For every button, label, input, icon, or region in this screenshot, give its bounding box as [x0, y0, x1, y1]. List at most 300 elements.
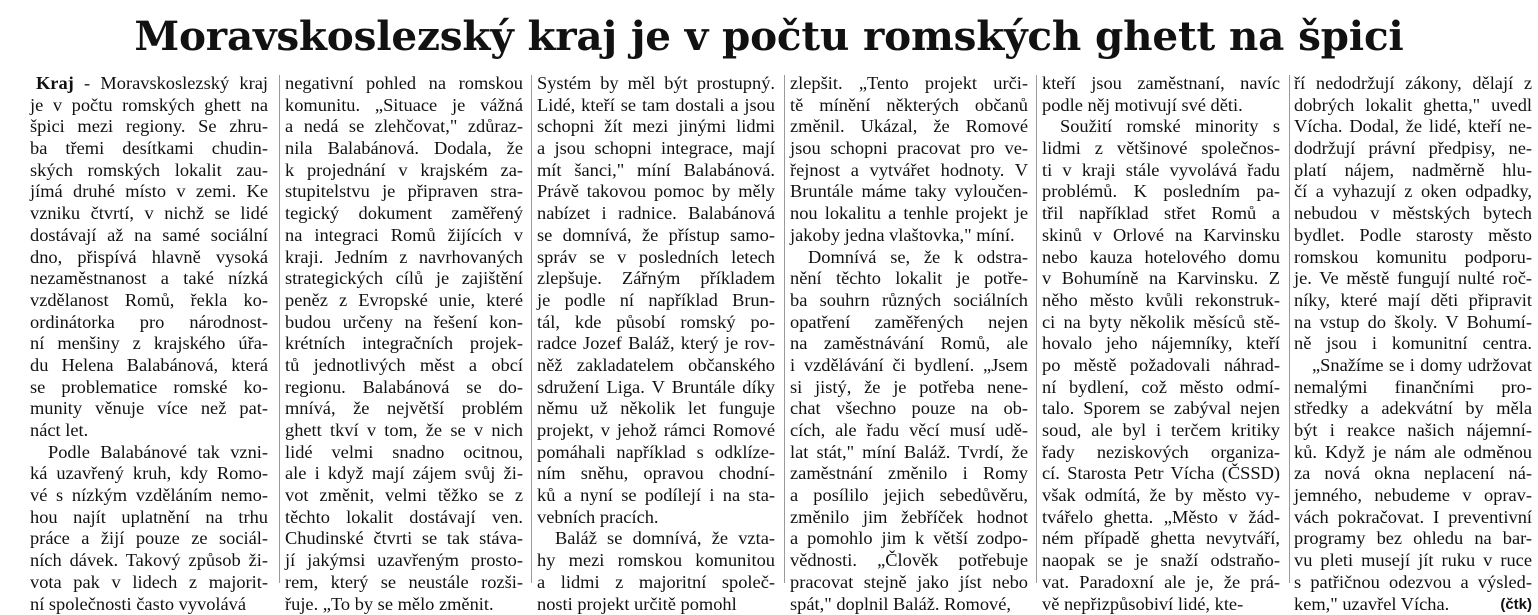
article-column-1: [30, 73, 268, 615]
article-text-line: [1042, 463, 1280, 485]
article-text-fragment: radce Jozef Baláž, který je rov-: [537, 333, 775, 353]
article-text-fragment: ní bydlení, což město odmí-: [1042, 377, 1280, 397]
article-text-line: [1042, 181, 1280, 203]
article-text-fragment: ří nedodržují zákony, dělají z: [1294, 73, 1532, 93]
article-text-line: [790, 290, 1028, 312]
article-text-line: [285, 377, 523, 399]
article-text-line: [1042, 442, 1280, 464]
article-text-line: [1042, 312, 1280, 334]
article-text-fragment: nemalými finančními pro-: [1294, 377, 1532, 397]
article-text-fragment: „Snažíme se i domy udržovat: [1312, 355, 1532, 375]
article-text-fragment: na zaměstnávání Romů, ale: [790, 333, 1028, 353]
article-text-line: [1042, 73, 1280, 95]
article-text-line: [30, 225, 268, 247]
article-text-line: [30, 528, 268, 550]
article-text-fragment: ba třemi desítkami chudin-: [30, 138, 268, 158]
article-text-fragment: je v počtu romských ghett na: [30, 95, 268, 115]
article-text-fragment: pracovat stejně jako jíst nebo: [790, 572, 1028, 592]
article-text-line: [30, 290, 268, 312]
article-text-fragment: dostávají až na samé sociální: [30, 225, 268, 245]
article-text-fragment: třil například střet Romů a: [1042, 203, 1280, 223]
article-text-line: [1294, 95, 1532, 117]
article-text-fragment: s patřičnou odezvou a výsled-: [1294, 572, 1532, 592]
article-text-line: [1294, 377, 1532, 399]
article-text-fragment: schopni žít mezi jinými lidmi: [537, 116, 775, 136]
article-text-fragment: vota pak v lidech z majorit-: [30, 572, 268, 592]
article-text-fragment: hovalo jeho nájemníky, kteří: [1042, 333, 1280, 353]
article-text-line: [790, 138, 1028, 160]
article-text-fragment: Právě takovou pomoc by měly: [537, 181, 775, 201]
article-text-fragment: projekt, v jehož rámci Romové: [537, 420, 775, 440]
article-text-fragment: ti v kraji stále vyvolává řadu: [1042, 160, 1280, 180]
article-text-line: [537, 181, 775, 203]
article-text-fragment: vzniku čtvrtí, v nichž se lidé: [30, 203, 268, 223]
article-text-line: [285, 355, 523, 377]
article-text-fragment: problémů. K posledním pa-: [1042, 181, 1280, 201]
article-text-line: [1294, 485, 1532, 507]
article-text-fragment: vách pokračovat. I preventivní: [1294, 507, 1532, 527]
article-text-line: [1294, 398, 1532, 420]
article-text-fragment: řuje. „To by se mělo změnit.: [285, 594, 494, 614]
article-text-fragment: nění těchto lokalit je potře-: [790, 268, 1028, 288]
article-column-5: [1042, 73, 1280, 615]
article-text-line: [537, 420, 775, 442]
article-text-line: [790, 442, 1028, 464]
article-text-fragment: a jsou schopni integrace, mají: [537, 138, 775, 158]
article-text-line: [790, 485, 1028, 507]
article-text-fragment: Systém by měl být prostupný.: [537, 73, 775, 93]
article-text-line: [30, 312, 268, 334]
article-text-line: [1042, 160, 1280, 182]
article-text-line: [790, 160, 1028, 182]
article-text-fragment: peněz z Evropské unie, které: [285, 290, 523, 310]
article-text-line: [1294, 572, 1532, 594]
article-text-line: [790, 463, 1028, 485]
article-text-line: [537, 485, 775, 507]
article-text-fragment: stupitelstvu je připraven stra-: [285, 181, 523, 201]
article-text-fragment: je podle ní například Brun-: [537, 290, 775, 310]
article-text-line: [285, 507, 523, 529]
article-text-line: [1294, 160, 1532, 182]
article-text-line: [537, 398, 775, 420]
article-text-line: [537, 116, 775, 138]
article-text-fragment: se problematice romské ko-: [30, 377, 268, 397]
article-text-line: [537, 377, 775, 399]
article-text-line: [1042, 572, 1280, 594]
article-text-fragment: budou určeny na řešení kon-: [285, 312, 523, 332]
article-text-fragment: dno, přispívá hlavně vysoká: [30, 247, 268, 267]
article-text-fragment: podle něj motivují své děti.: [1042, 95, 1243, 115]
article-text-fragment: ků a nyní se podílejí i na sta-: [537, 485, 775, 505]
article-text-fragment: dobrých lokalit ghetta," uvedl: [1294, 95, 1532, 115]
article-text-line: [30, 333, 268, 355]
article-text-line: [537, 463, 775, 485]
article-text-line: [285, 95, 523, 117]
article-text-line: [1294, 203, 1532, 225]
article-text-line: [1042, 268, 1280, 290]
article-text-fragment: bydlet. Podle starosty město: [1294, 225, 1532, 245]
article-text-fragment: zlepšit. „Tento projekt urči-: [790, 73, 1028, 93]
article-headline: Moravskoslezský kraj je v počtu romských ghett na špici: [14, 6, 1524, 66]
article-text-line: [537, 225, 775, 247]
article-text-fragment: náct let.: [30, 420, 88, 440]
article-text-line: [30, 507, 268, 529]
article-text-line: [1294, 507, 1532, 529]
article-text-fragment: níky, které mají děti připravit: [1294, 290, 1532, 310]
article-text-fragment: a nedá se zlehčovat," zdůraz-: [285, 116, 523, 136]
article-text-line: [1042, 420, 1280, 442]
article-text-line: [790, 116, 1028, 138]
article-text-fragment: lat stát," míní Baláž. Tvrdí, že: [790, 442, 1028, 462]
article-text-fragment: kteří jsou zaměstnaní, navíc: [1042, 73, 1280, 93]
article-text-line: [285, 550, 523, 572]
article-text-line: [537, 138, 775, 160]
article-text-line: [537, 355, 775, 377]
article-text-fragment: na integraci Romů žijících v: [285, 225, 523, 245]
article-text-line: [1042, 398, 1280, 420]
article-text-fragment: nosti projekt určitě pomohl: [537, 594, 737, 614]
article-text-fragment: i vzdělávání či bydlení. „Jsem: [790, 355, 1028, 375]
article-text-fragment: nou lokalitu a tenhle projekt je: [790, 203, 1028, 223]
article-text-fragment: - Moravskoslezský kraj: [74, 73, 268, 93]
article-text-line: [790, 73, 1028, 95]
article-text-fragment: vzdělanost Romů, řekla ko-: [30, 290, 268, 310]
article-text-fragment: munity věnuje více než pat-: [30, 398, 268, 418]
article-text-line: [1042, 485, 1280, 507]
article-text-fragment: rem, který se neustále rozši-: [285, 572, 523, 592]
article-text-fragment: kem," uzavřel Vícha.: [1294, 594, 1449, 614]
article-text-fragment: mnívá, že největší problém: [285, 398, 523, 418]
article-text-fragment: cích, ale řadu věcí musí udě-: [790, 420, 1028, 440]
article-text-fragment: soud, ale byl i terčem kritiky: [1042, 420, 1280, 440]
article-text-line: [790, 355, 1028, 377]
article-text-fragment: sdružení Liga. V Bruntále díky: [537, 377, 775, 397]
article-text-line: [1294, 594, 1532, 615]
article-text-fragment: Domnívá se, že k odstra-: [808, 247, 1028, 267]
article-text-line: [1042, 333, 1280, 355]
article-text-fragment: práce a žijí pouze ze sociál-: [30, 528, 268, 548]
article-text-line: [285, 160, 523, 182]
article-dateline: Kraj: [36, 73, 74, 93]
article-text-line: [790, 203, 1028, 225]
article-text-line: [790, 420, 1028, 442]
article-text-line: [1042, 225, 1280, 247]
article-text-line: [1294, 290, 1532, 312]
article-text-line: [537, 247, 775, 269]
article-text-fragment: vot změnit, velmi těžko se z: [285, 485, 523, 505]
article-text-line: [285, 398, 523, 420]
article-text-fragment: a lidmi z majoritní společ-: [537, 572, 775, 592]
article-text-line: [1294, 528, 1532, 550]
article-text-fragment: vě nepřizpůsobiví lidé, kte-: [1042, 594, 1243, 614]
article-text-fragment: v Bohumíně na Karvinsku. Z: [1042, 268, 1280, 288]
article-text-fragment: ci na byty několik měsíců stě-: [1042, 312, 1280, 332]
article-text-fragment: kraji. Jedním z navrhovaných: [285, 247, 523, 267]
article-text-line: [30, 116, 268, 138]
article-text-line: [1294, 268, 1532, 290]
article-text-fragment: tě mínění některých občanů: [790, 95, 1028, 115]
article-text-fragment: nabízet i radnice. Balabánová: [537, 203, 775, 223]
article-text-line: [285, 442, 523, 464]
article-text-fragment: vebních pracích.: [537, 507, 659, 527]
article-text-line: [285, 572, 523, 594]
article-text-fragment: Bruntále máme taky vyloučen-: [790, 181, 1028, 201]
article-text-line: [1294, 333, 1532, 355]
article-text-fragment: něž zakladatelem občanského: [537, 355, 775, 375]
article-text-line: [537, 507, 775, 529]
article-text-line: [30, 572, 268, 594]
article-column-2: [285, 73, 523, 615]
article-text-line: [30, 594, 268, 615]
article-text-fragment: nezaměstnanost a také nízká: [30, 268, 268, 288]
article-text-line: [30, 138, 268, 160]
article-text-fragment: spát," doplnil Baláž. Romové,: [790, 594, 1011, 614]
article-text-line: [30, 268, 268, 290]
article-text-line: [285, 290, 523, 312]
article-text-line: [1294, 312, 1532, 334]
article-text-fragment: jí jakýmsi uzavřeným prosto-: [285, 550, 523, 570]
article-text-line: [30, 203, 268, 225]
article-text-fragment: správ se v posledních letech: [537, 247, 775, 267]
article-text-line: [1042, 203, 1280, 225]
article-text-line: [537, 268, 775, 290]
article-text-fragment: vu pleti musejí jít ruku v ruce: [1294, 550, 1532, 570]
article-text-fragment: chat všechno pouze na ob-: [790, 398, 1028, 418]
article-text-line: [790, 95, 1028, 117]
article-text-line: [1294, 138, 1532, 160]
article-text-fragment: lidé velmi snadno ocitnou,: [285, 442, 523, 462]
article-column-6: [1294, 73, 1532, 615]
article-text-fragment: tvářelo ghetta. „Město v žád-: [1042, 507, 1280, 527]
article-text-fragment: naopak se je snaží odstraňo-: [1042, 550, 1280, 570]
article-text-fragment: po městě požadovali náhrad-: [1042, 355, 1280, 375]
article-text-fragment: ských romských lokalit zau-: [30, 160, 268, 180]
article-text-fragment: nebudou v městských bytech: [1294, 203, 1532, 223]
article-text-line: [30, 463, 268, 485]
article-text-fragment: Baláž se domnívá, že vzta-: [555, 528, 775, 548]
article-text-fragment: mít šanci," míní Balabánová.: [537, 160, 775, 180]
article-text-fragment: Chudinské čtvrti se tak stáva-: [285, 528, 523, 548]
article-text-line: [1042, 355, 1280, 377]
article-text-line: [285, 247, 523, 269]
article-text-line: [790, 312, 1028, 334]
article-text-line: [537, 203, 775, 225]
article-text-line: [285, 181, 523, 203]
article-text-line: [1294, 181, 1532, 203]
article-text-line: [285, 594, 523, 615]
article-text-line: [30, 485, 268, 507]
article-text-line: [30, 160, 268, 182]
article-text-fragment: programy bez ohledu na bar-: [1294, 528, 1532, 548]
article-text-line: [285, 116, 523, 138]
article-text-fragment: se domnívá, že přístup samo-: [537, 225, 775, 245]
article-text-fragment: komunitu. „Situace je vážná: [285, 95, 523, 115]
article-text-line: [537, 442, 775, 464]
article-text-line: [790, 333, 1028, 355]
article-text-line: [30, 377, 268, 399]
article-text-fragment: du Helena Balabánová, která: [30, 355, 268, 375]
article-text-line: [1042, 138, 1280, 160]
article-text-fragment: středky a adekvátní by měla: [1294, 398, 1532, 418]
article-text-fragment: Vícha. Dodal, že lidé, kteří ne-: [1294, 116, 1532, 136]
article-text-fragment: a posílilo jejich sebedůvěru,: [790, 485, 1028, 505]
news-agency-credit: (čtk): [1500, 594, 1532, 615]
article-text-line: [30, 420, 268, 442]
article-text-fragment: pomáhali například s odklíze-: [537, 442, 775, 462]
article-text-fragment: hou najít uplatnění na trhu: [30, 507, 268, 527]
article-text-line: [790, 594, 1028, 615]
column-divider: [531, 75, 532, 583]
article-text-line: [537, 95, 775, 117]
article-text-line: [285, 333, 523, 355]
article-text-fragment: zlepšuje. Zářným příkladem: [537, 268, 775, 288]
article-text-line: [537, 528, 775, 550]
article-text-line: [1294, 420, 1532, 442]
article-text-line: [790, 181, 1028, 203]
article-text-fragment: opatření zaměřených nejen: [790, 312, 1028, 332]
article-text-fragment: ní menšiny z krajského úřa-: [30, 333, 268, 353]
article-column-4: [790, 73, 1028, 615]
article-text-line: [537, 572, 775, 594]
article-text-line: [790, 528, 1028, 550]
article-text-fragment: k projednání v krajském za-: [285, 160, 523, 180]
article-text-line: [537, 312, 775, 334]
article-text-fragment: platí nájem, nadměrně hlu-: [1294, 160, 1532, 180]
article-text-fragment: hy mezi romskou komunitou: [537, 550, 775, 570]
article-text-fragment: talo. Sporem se zabýval nejen: [1042, 398, 1280, 418]
article-text-line: [537, 160, 775, 182]
article-text-fragment: ní společnosti často vyvolává: [30, 594, 246, 614]
article-text-line: [285, 528, 523, 550]
column-divider: [784, 75, 785, 583]
article-text-fragment: němu už několik let funguje: [537, 398, 775, 418]
article-text-fragment: ném případě ghetta nevytváří,: [1042, 528, 1280, 548]
article-text-fragment: Soužití romské minority s: [1060, 116, 1280, 136]
article-text-fragment: cí. Starosta Petr Vícha (ČSSD): [1042, 463, 1280, 483]
article-text-fragment: a pomohlo jim k větší zodpo-: [790, 528, 1028, 548]
article-text-line: [1042, 95, 1280, 117]
column-divider: [279, 75, 280, 583]
article-text-line: [1042, 507, 1280, 529]
article-text-line: [1294, 463, 1532, 485]
article-text-fragment: špici mezi regiony. Se zhru-: [30, 116, 268, 136]
article-text-line: [30, 73, 268, 95]
column-divider: [1289, 75, 1290, 583]
article-text-line: [790, 377, 1028, 399]
article-text-fragment: nebo kauza hotelového domu: [1042, 247, 1280, 267]
article-text-line: [1042, 594, 1280, 615]
article-text-fragment: negativní pohled na romskou: [285, 73, 523, 93]
article-text-line: [30, 550, 268, 572]
article-text-fragment: ordinátorka pro národnost-: [30, 312, 268, 332]
article-text-line: [1294, 247, 1532, 269]
article-text-fragment: ba souhrn různých sociálních: [790, 290, 1028, 310]
article-text-fragment: tů jednotlivých měst a obcí: [285, 355, 523, 375]
article-text-fragment: vat. Paradoxní ale je, že prá-: [1042, 572, 1280, 592]
article-text-line: [1042, 247, 1280, 269]
article-text-line: [1294, 225, 1532, 247]
article-text-line: [30, 398, 268, 420]
article-text-fragment: si jistý, že je potřeba nene-: [790, 377, 1028, 397]
article-text-line: [30, 181, 268, 203]
article-text-fragment: čí a vyhazují z oken odpadky,: [1294, 181, 1532, 201]
article-text-line: [1294, 116, 1532, 138]
article-column-3: [537, 73, 775, 615]
article-text-line: [1294, 73, 1532, 95]
article-text-fragment: za nová okna neplacení ná-: [1294, 463, 1532, 483]
article-text-line: [1042, 290, 1280, 312]
article-text-line: [1294, 550, 1532, 572]
article-text-fragment: regionu. Balabánová se do-: [285, 377, 523, 397]
article-text-line: [1042, 528, 1280, 550]
article-text-fragment: Lidé, kteří se tam dostali a jsou: [537, 95, 775, 115]
article-text-line: [1042, 116, 1280, 138]
article-text-line: [790, 225, 1028, 247]
article-text-line: [537, 333, 775, 355]
article-text-line: [790, 268, 1028, 290]
article-text-fragment: dodržují právní předpisy, ne-: [1294, 138, 1532, 158]
article-text-line: [790, 247, 1028, 269]
article-text-line: [285, 485, 523, 507]
article-text-fragment: však odmítá, že by město vy-: [1042, 485, 1280, 505]
article-text-line: [30, 442, 268, 464]
article-text-fragment: na vstup do školy. V Bohumí-: [1294, 312, 1532, 332]
article-text-fragment: krétních integračních projek-: [285, 333, 523, 353]
article-text-line: [285, 203, 523, 225]
article-text-fragment: ků. Když je nám ale odměnou: [1294, 442, 1532, 462]
article-text-fragment: řady neziskových organiza-: [1042, 442, 1280, 462]
article-text-fragment: je. Ve městě fungují nulté roč-: [1294, 268, 1532, 288]
article-text-line: [30, 355, 268, 377]
column-divider: [1036, 75, 1037, 583]
article-text-fragment: nila Balabánová. Dodala, že: [285, 138, 523, 158]
article-text-line: [537, 290, 775, 312]
article-text-fragment: romskou komunitu podporu-: [1294, 247, 1532, 267]
article-text-fragment: ním sněhu, opravou chodní-: [537, 463, 775, 483]
article-text-fragment: strategických cílů je zajištění: [285, 268, 523, 288]
article-text-fragment: ně jsou i komunitní centra.: [1294, 333, 1532, 353]
article-text-fragment: změnilo jim žebříček hodnot: [790, 507, 1028, 527]
article-text-fragment: změnil. Ukázal, že Romové: [790, 116, 1028, 136]
article-text-line: [790, 507, 1028, 529]
article-text-fragment: jemného, nebudeme v oprav-: [1294, 485, 1532, 505]
article-text-fragment: řejnost a vytvářet hodnoty. V: [790, 160, 1028, 180]
article-text-line: [537, 73, 775, 95]
article-text-fragment: vé s nízkým vzděláním nemo-: [30, 485, 268, 505]
article-text-line: [790, 550, 1028, 572]
article-text-fragment: ale i když mají zájem svůj ži-: [285, 463, 523, 483]
article-text-line: [537, 594, 775, 615]
article-text-fragment: Podle Balabánové tak vzni-: [48, 442, 268, 462]
article-text-fragment: těchto lokalit dostávají ven.: [285, 507, 523, 527]
article-text-line: [30, 247, 268, 269]
article-text-line: [1294, 442, 1532, 464]
article-text-fragment: lidmi z většinové společnos-: [1042, 138, 1280, 158]
article-text-fragment: ká uzavřený kruh, kdy Romo-: [30, 463, 268, 483]
article-text-fragment: jímá druhé místo v zemi. Ke: [30, 181, 268, 201]
article-text-fragment: ghett tkví v tom, že se v nich: [285, 420, 523, 440]
article-text-line: [790, 398, 1028, 420]
article-text-line: [1294, 355, 1532, 377]
article-text-fragment: jakoby jedna vlaštovka," míní.: [790, 225, 1015, 245]
article-text-fragment: být i reakce našich nájemní-: [1294, 420, 1532, 440]
article-text-fragment: ních dávek. Takový způsob ži-: [30, 550, 268, 570]
article-text-line: [285, 312, 523, 334]
article-text-line: [285, 73, 523, 95]
article-text-line: [285, 420, 523, 442]
article-text-fragment: skinů v Orlové na Karvinsku: [1042, 225, 1280, 245]
article-text-fragment: vědnosti. „Člověk potřebuje: [790, 550, 1028, 570]
